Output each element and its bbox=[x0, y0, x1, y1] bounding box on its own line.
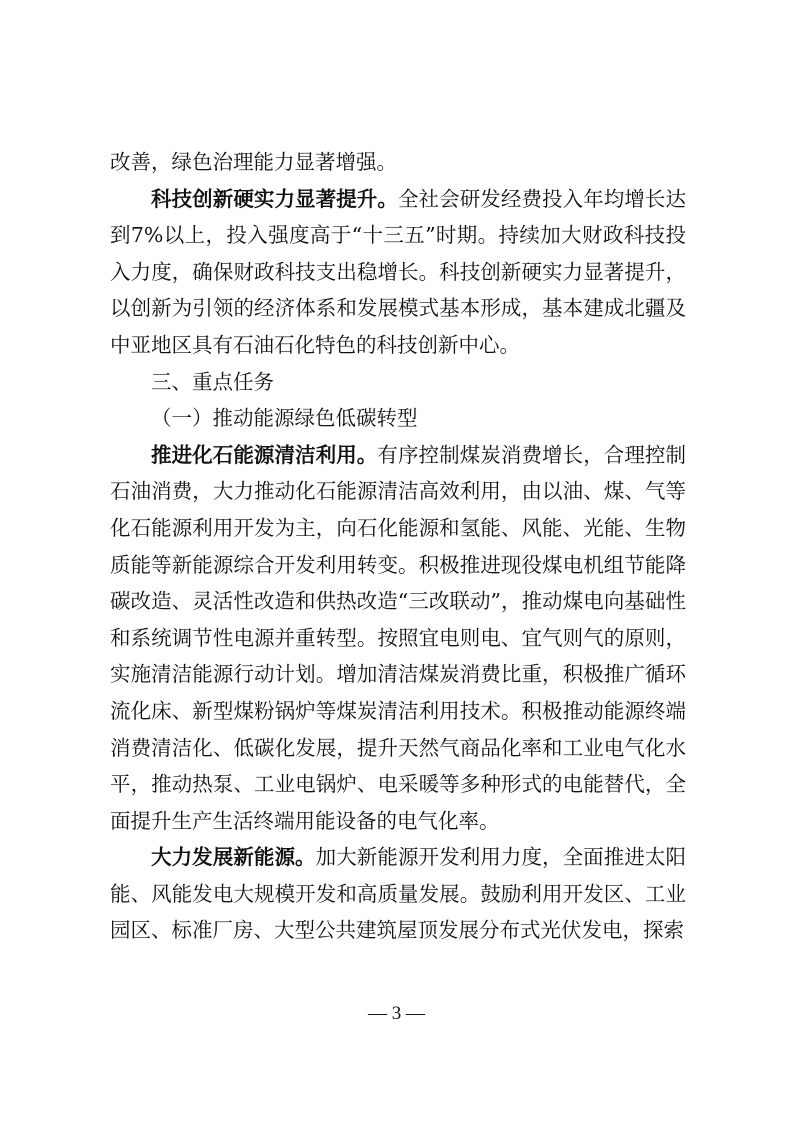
paragraph-lead: 大力发展新能源。 bbox=[151, 845, 316, 870]
section-heading: 三、重点任务 bbox=[151, 369, 274, 394]
paragraph-text: 全社会研发经费投入年均增长达到7%以上，投入强度高于“十三五”时期。持续加大财政科技投入力度，确保财政科技支出稳增长。科技创新硬实力显著提升，以创新为引领的经济体系和发展模式基本形成，基本建成北疆及中亚地区具有石油石化特色的科技创新中心。 bbox=[110, 186, 687, 357]
paragraph-text: 有序控制煤炭消费增长，合理控制石油消费，大力推动化石能源清洁高效利用，由以油、煤、气等化石能源利用开发为主，向石化能源和氢能、风能、光能、生物质能等新能源综合开发利用转变。积极推进现役煤电机组节能降碳改造、灵活性改造和供热改造“三改联动”，推动煤电向基础性和系统调节性电源并重转型。按照宜电则电、宜气则气的原则，实施清洁能源行动计划。增加清洁煤炭消费比重，积极推广循环流化床、新型煤粉锅炉等煤炭清洁利用技术。积极推动能源终端消费清洁化、低碳化发展，提升天然气商品化率和工业电气化水平，推动热泵、工业电锅炉、电采暖等多种形式的电能替代，全面提升生产生活终端用能设备的电气化率。 bbox=[110, 442, 687, 833]
paragraph-text: 加大新能源开发利用力度，全面推进太阳能、风能发电大规模开发和高质量发展。鼓励利用开发区、工业园区、标准厂房、大型公共建筑屋顶发展分布式光伏发电，探索 bbox=[110, 845, 686, 943]
paragraph-tech-innovation bbox=[110, 181, 686, 364]
paragraph-continuation bbox=[110, 144, 686, 181]
document-body bbox=[110, 144, 686, 949]
paragraph-lead: 科技创新硬实力显著提升。 bbox=[151, 186, 398, 211]
page-number: — 3 — bbox=[368, 1003, 425, 1024]
paragraph-fossil-energy bbox=[110, 437, 686, 840]
paragraph-text: 改善，绿色治理能力显著增强。 bbox=[110, 150, 397, 174]
subsection-heading: （一）推动能源绿色低碳转型 bbox=[151, 406, 418, 431]
paragraph-new-energy bbox=[110, 839, 686, 949]
paragraph-lead: 推进化石能源清洁利用。 bbox=[151, 442, 378, 467]
